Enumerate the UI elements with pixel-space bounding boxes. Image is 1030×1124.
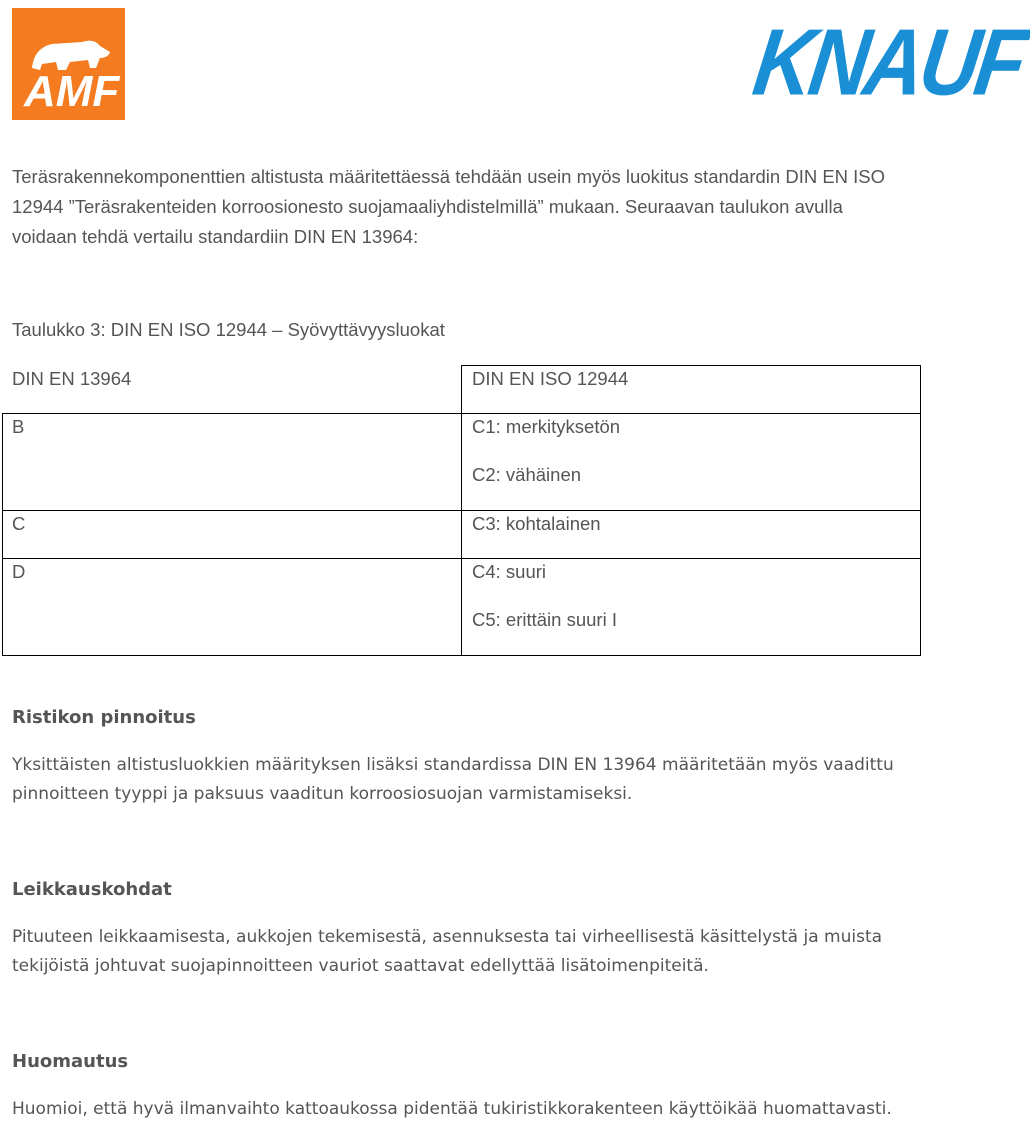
amf-logo-text: AMF	[24, 67, 120, 116]
section-paragraph	[12, 923, 942, 981]
section-paragraph	[12, 751, 942, 809]
table-border	[2, 413, 3, 656]
section-heading: Leikkauskohdat	[12, 879, 172, 900]
table-cell: C	[12, 513, 26, 534]
section-line: Yksittäisten altistusluokkien määrityksen lisäksi standardissa DIN EN 13964 määritetään myös vaadittu	[12, 755, 894, 775]
table-header-cell: DIN EN 13964	[12, 368, 132, 389]
table-cell: D	[12, 561, 26, 582]
section-paragraph	[12, 1095, 942, 1124]
section-heading: Ristikon pinnoitus	[12, 707, 196, 728]
table-border	[920, 365, 921, 656]
table-border	[461, 365, 462, 656]
intro-line: Teräsrakennekomponenttien altistusta määritettäessä tehdään usein myös luokitus standardin DIN EN ISO	[12, 166, 886, 187]
table-cell: C5: erittäin suuri I	[472, 609, 617, 630]
knauf-logo-text: KNAUF	[747, 10, 1030, 116]
table-caption: Taulukko 3: DIN EN ISO 12944 – Syövyttävyysluokat	[12, 319, 445, 340]
intro-line: voidaan tehdä vertailu standardiin DIN EN 13964:	[12, 226, 419, 247]
section-heading: Huomautus	[12, 1051, 129, 1072]
table-border	[2, 413, 461, 414]
section-line: pinnoitteen tyyppi ja paksuus vaaditun korroosiosuojan varmistamiseksi.	[12, 784, 633, 804]
intro-paragraph	[12, 162, 932, 252]
knauf-logo	[747, 6, 1030, 130]
table-cell: C3: kohtalainen	[472, 513, 601, 534]
section-line: Pituuteen leikkaamisesta, aukkojen tekemisestä, asennuksesta tai virheellisestä käsittelystä ja muista	[12, 927, 883, 947]
table-cell: C2: vähäinen	[472, 464, 582, 485]
intro-line: 12944 ”Teräsrakenteiden korroosionesto suojamaaliyhdistelmillä” mukaan. Seuraavan taulukon avulla	[12, 196, 843, 217]
section-line: Huomioi, että hyvä ilmanvaihto kattoaukossa pidentää tukiristikkorakenteen käyttöikää huomattavasti.	[12, 1099, 892, 1119]
table-cell: C1: merkityksetön	[472, 416, 621, 437]
table-cell: C4: suuri	[472, 561, 547, 582]
section-line: tekijöistä johtuvat suojapinnoitteen vauriot saattavat edellyttää lisätoimenpiteitä.	[12, 956, 709, 976]
table-header-cell: DIN EN ISO 12944	[472, 368, 629, 389]
amf-logo	[12, 8, 125, 120]
table-cell: B	[12, 416, 25, 437]
